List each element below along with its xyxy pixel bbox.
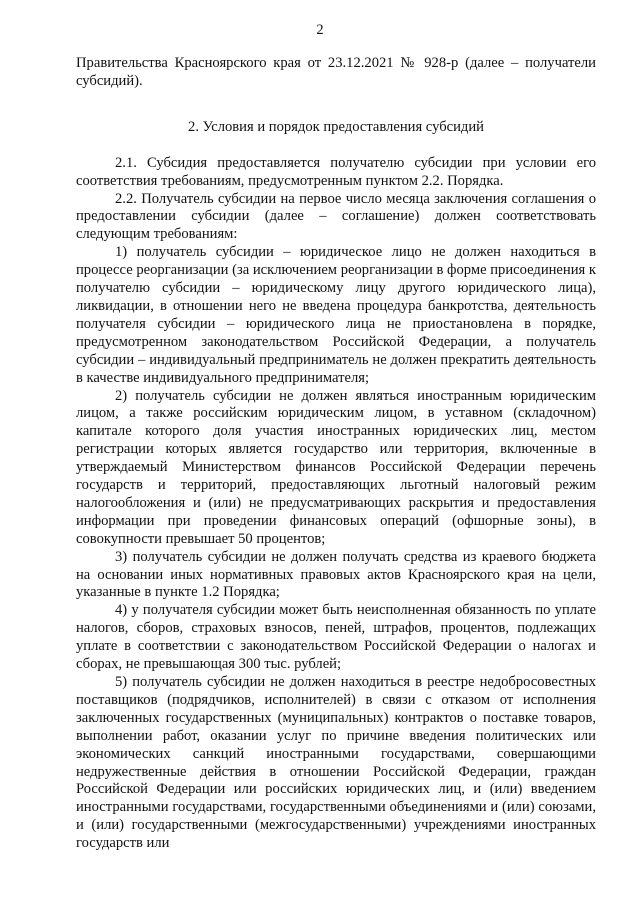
list-item-4: 4) у получателя субсидии может быть неисполненная обязанность по уплате налогов, сборов, страховых взносов, пеней, штрафов, процентов, подлежащих уплате в соответствии с законодательством Российской Федерации о налогах и сборах, не превышающая 300 тыс. рублей;	[76, 602, 596, 673]
list-item-5: 5) получатель субсидии не должен находиться в реестре недобросовестных поставщиков (подрядчиков, исполнителей) в связи с отказом от исполнения заключенных государственных (муниципальных) контрактов о поставке товаров, выполнении работ, оказании услуг по причине введения политических или экономических санкций иностранными государствами, совершающими недружественные действия в отношении Российской Федерации, граждан Российской Федерации или российских юридических лиц, и (или) введением иностранными государствами, государственными объединениями и (или) союзами, и (или) государственными (межгосударственными) учреждениями иностранных государств или	[76, 674, 596, 852]
intro-paragraph: Правительства Красноярского края от 23.12.2021 № 928-р (далее – получатели субсидий).	[76, 55, 596, 89]
section-heading: 2. Условия и порядок предоставления субсидий	[188, 118, 484, 135]
page-number: 2	[316, 22, 324, 38]
list-item-2: 2) получатель субсидии не должен являться иностранным юридическим лицом, а также российским юридическим лицом, в уставном (складочном) капитале которого доля участия иностранных юридических лиц, местом регистрации которых является государство или территория, включенные в утверждаемый Министерством финансов Российской Федерации перечень государств и территорий, предоставляющих льготный налоговый режим налогообложения и (или) не предусматривающих раскрытия и предоставления информации при проведении финансовых операций (офшорные зоны), в совокупности превышает 50 процентов;	[76, 387, 596, 547]
list-item-1: 1) получатель субсидии – юридическое лицо не должен находиться в процессе реорганизации (за исключением реорганизации в форме присоединения к получателю субсидии – юридическому лицу другого юридического лица), ликвидации, в отношении него не введена процедура банкротства, деятельность получателя субсидии – юридического лица не приостановлена в порядке, предусмотренном законодательством Российской Федерации, а получатель субсидии – индивидуальный предприниматель не должен прекратить деятельность в качестве индивидуального предпринимателя;	[76, 244, 596, 386]
paragraph-2-2: 2.2. Получатель субсидии на первое число месяца заключения соглашения о предоставлении субсидии (далее – соглашение) должен соответствовать следующим требованиям:	[76, 190, 596, 243]
paragraph-2-1: 2.1. Субсидия предоставляется получателю субсидии при условии его соответствия требованиям, предусмотренным пунктом 2.2. Порядка.	[76, 154, 596, 189]
list-item-3: 3) получатель субсидии не должен получать средства из краевого бюджета на основании иных нормативных правовых актов Красноярского края на цели, указанные в пункте 1.2 Порядка;	[76, 548, 596, 601]
document-body	[76, 55, 596, 853]
